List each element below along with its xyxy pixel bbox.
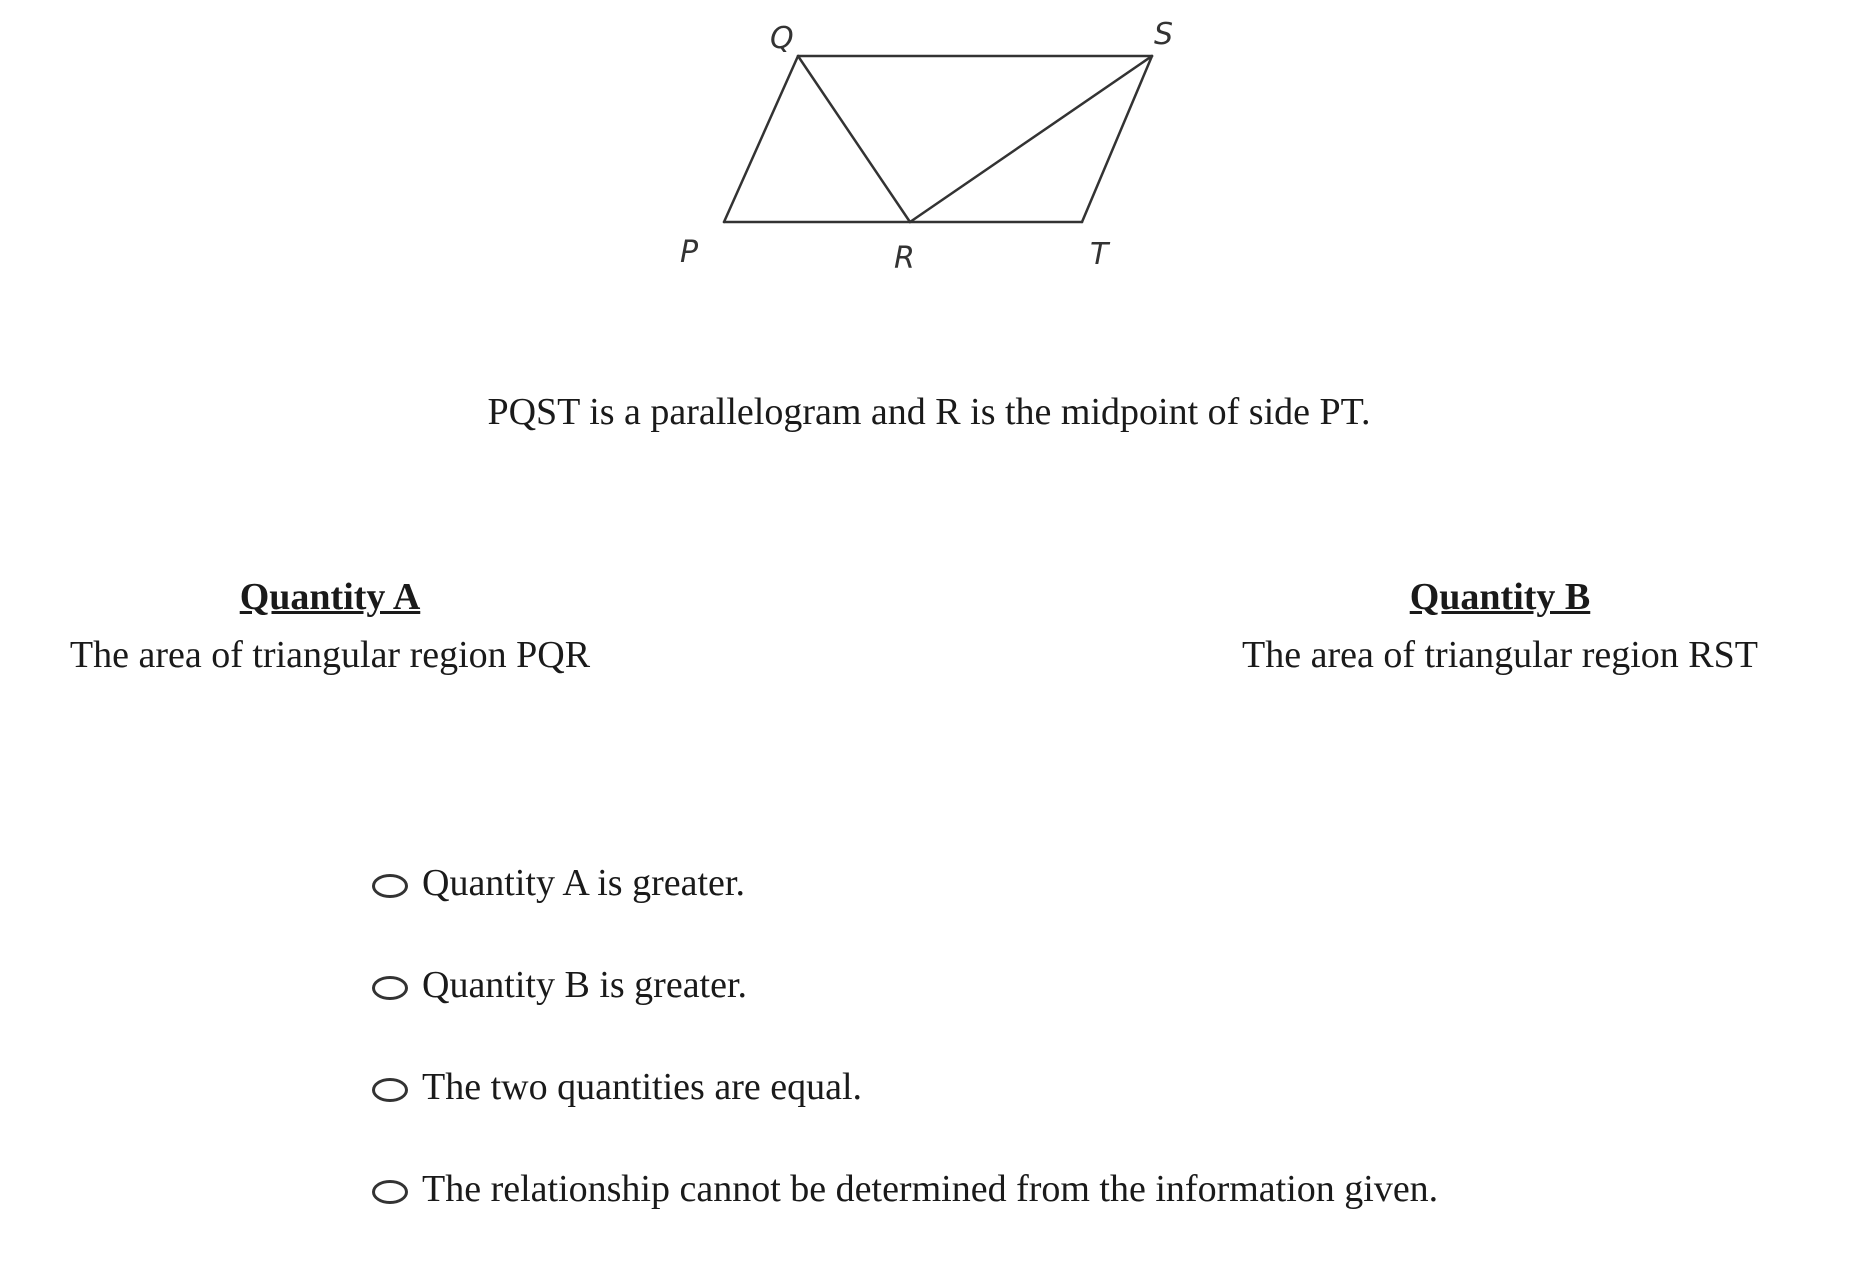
label-t: T xyxy=(1090,237,1109,272)
parallelogram-figure xyxy=(0,0,1858,300)
quantity-a-column xyxy=(0,574,710,678)
answer-choices xyxy=(372,858,1438,1266)
segment-qr xyxy=(798,56,910,222)
quantity-a-description: The area of triangular region PQR xyxy=(69,634,591,676)
side-pq xyxy=(724,56,798,222)
choice-b-greater[interactable] xyxy=(372,960,1438,1010)
parallelogram-diagram xyxy=(0,0,1858,300)
radio-button-icon[interactable] xyxy=(372,1180,408,1204)
label-r: R xyxy=(894,241,915,276)
label-q: Q xyxy=(770,21,794,56)
choice-a-greater[interactable] xyxy=(372,858,1438,908)
quantity-b-description: The area of triangular region RST xyxy=(1242,634,1758,676)
radio-button-icon[interactable] xyxy=(372,874,408,898)
choice-equal[interactable] xyxy=(372,1062,1438,1112)
choice-label: The two quantities are equal. xyxy=(422,1066,863,1108)
choice-label: Quantity B is greater. xyxy=(422,964,748,1006)
quantity-b-column xyxy=(1120,574,1858,678)
quantity-a-heading: Quantity A xyxy=(239,576,421,618)
choice-label: Quantity A is greater. xyxy=(422,862,745,904)
choice-label: The relationship cannot be determined from the information given. xyxy=(422,1168,1439,1210)
quantity-b-heading: Quantity B xyxy=(1409,576,1591,618)
choice-cannot-determine[interactable] xyxy=(372,1164,1438,1214)
label-p: P xyxy=(680,235,699,270)
question-stem: PQST is a parallelogram and R is the midpoint of side PT. xyxy=(487,391,1371,433)
radio-button-icon[interactable] xyxy=(372,976,408,1000)
label-s: S xyxy=(1154,17,1174,52)
radio-button-icon[interactable] xyxy=(372,1078,408,1102)
